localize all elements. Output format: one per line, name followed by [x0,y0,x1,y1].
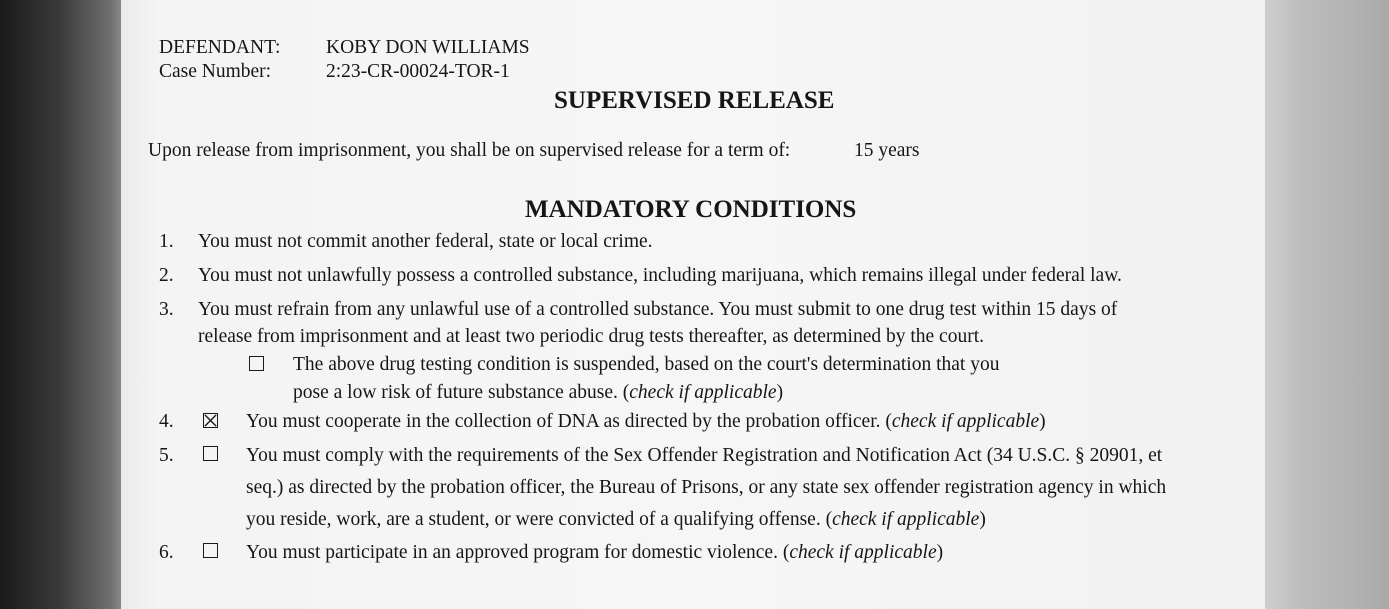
condition-3-suspend-text-line-2: pose a low risk of future substance abuse. (check if applicable) [293,382,784,403]
check-if-applicable-note: check if applicable [832,509,980,530]
condition-5-text-line-1: You must comply with the requirements of the Sex Offender Registration and Notification Act (34 U.S.C. § 20901, et [246,445,1163,466]
case-number-label: Case Number: [159,61,272,82]
background-edge-right [1262,0,1389,609]
condition-3-text-line-1: You must refrain from any unlawful use of a controlled substance. You must submit to one drug test within 15 days of [198,299,1118,320]
condition-5-checkbox[interactable] [203,446,218,461]
condition-2-number: 2. [159,265,174,286]
condition-3-suspend-checkbox[interactable] [249,356,264,371]
condition-4-checkbox-checked[interactable] [203,413,218,428]
condition-6-checkbox[interactable] [203,543,218,558]
condition-3-suspend-text-line-1: The above drug testing condition is suspended, based on the court's determination that you [293,354,1000,375]
supervised-release-term-value: 15 years [854,140,920,161]
case-number-value: 2:23-CR-00024-TOR-1 [326,61,510,82]
condition-1-text: You must not commit another federal, state or local crime. [198,231,653,252]
mandatory-conditions-title: MANDATORY CONDITIONS [525,196,857,223]
condition-2-text: You must not unlawfully possess a controlled substance, including marijuana, which remains illegal under federal law. [198,265,1122,286]
condition-4-text: You must cooperate in the collection of DNA as directed by the probation officer. (check if applicable) [246,411,1046,432]
condition-1-number: 1. [159,231,174,252]
condition-6-number: 6. [159,542,174,563]
condition-3-number: 3. [159,299,174,320]
check-if-applicable-note: check if applicable [789,542,937,563]
check-if-applicable-note: check if applicable [891,411,1040,432]
checkbox-x-mark-icon [204,414,217,427]
condition-5-text-line-3: you reside, work, are a student, or were convicted of a qualifying offense. (check if applicable) [246,509,986,530]
condition-6-text: You must participate in an approved program for domestic violence. (check if applicable) [246,542,944,563]
condition-5-number: 5. [159,445,174,466]
condition-5-text-line-2: seq.) as directed by the probation officer, the Bureau of Prisons, or any state sex offender registration agency in which [246,477,1167,498]
check-if-applicable-note: check if applicable [629,382,777,403]
supervised-release-title: SUPERVISED RELEASE [554,87,835,114]
condition-4-number: 4. [159,411,174,432]
condition-3-text-line-2: release from imprisonment and at least two periodic drug tests thereafter, as determined by the court. [198,326,984,347]
defendant-name: KOBY DON WILLIAMS [326,37,530,58]
supervised-release-term-text: Upon release from imprisonment, you shall be on supervised release for a term of: [148,140,791,161]
defendant-label: DEFENDANT: [159,37,281,58]
document-page [121,0,1265,609]
